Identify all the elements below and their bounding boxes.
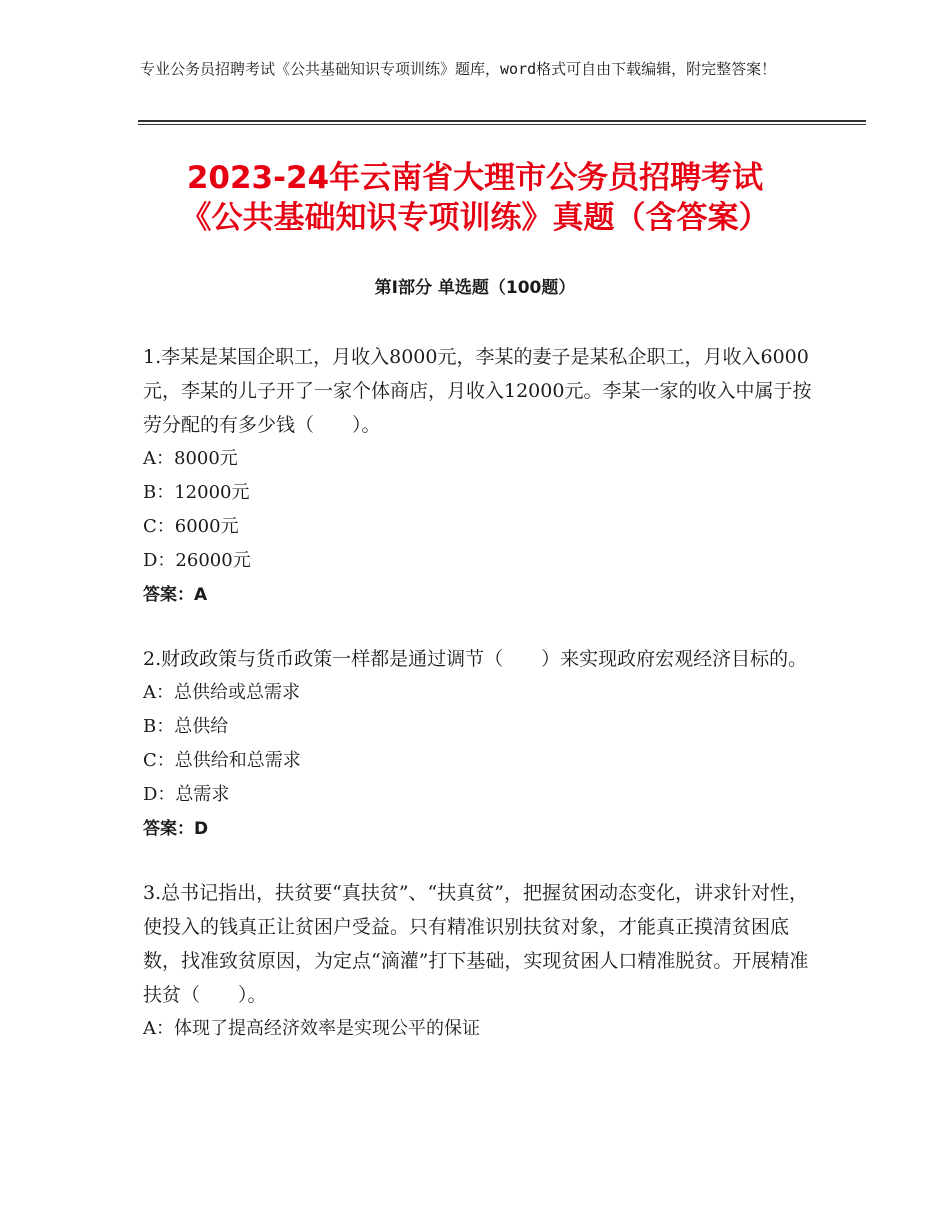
header-divider-thick <box>138 120 866 122</box>
document-title <box>100 158 850 238</box>
document-title-line2: 《公共基础知识专项训练》真题（含答案） <box>180 200 770 236</box>
header-note: 专业公务员招聘考试《公共基础知识专项训练》题库，word格式可自由下载编辑，附完整答案！ <box>140 60 777 78</box>
option-a: A：体现了提高经济效率是实现公平的保证 <box>143 1018 480 1039</box>
answer-label: 答案：A <box>143 585 208 605</box>
question-list <box>143 340 813 1076</box>
question-1 <box>143 340 813 612</box>
option-b: B：12000元 <box>143 482 250 503</box>
question-stem: 3.总书记指出，扶贫要“真扶贫”、“扶真贫”，把握贫困动态变化，讲求针对性，使投入的钱真正让贫困户受益。只有精准识别扶贫对象，才能真正摸清贫困底数，找准致贫原因，为定点“滴灌”打下基础，实现贫困人口精准脱贫。开展精准扶贫（ ）。 <box>143 882 809 1006</box>
option-c: C：6000元 <box>143 516 239 537</box>
option-d: D：总需求 <box>143 784 230 805</box>
option-c: C：总供给和总需求 <box>143 750 301 771</box>
question-3 <box>143 876 813 1046</box>
question-2 <box>143 642 813 846</box>
option-a: A：总供给或总需求 <box>143 682 300 703</box>
section-title: 第Ⅰ部分 单选题（100题） <box>374 278 576 298</box>
question-stem: 1.李某是某国企职工，月收入8000元，李某的妻子是某私企职工，月收入6000元，李某的儿子开了一家个体商店，月收入12000元。李某一家的收入中属于按劳分配的有多少钱（ ）。 <box>143 346 812 436</box>
header-divider-thin <box>138 124 866 125</box>
option-b: B：总供给 <box>143 716 229 737</box>
option-d: D：26000元 <box>143 550 251 571</box>
answer-label: 答案：D <box>143 819 209 839</box>
question-stem: 2.财政政策与货币政策一样都是通过调节（ ）来实现政府宏观经济目标的。 <box>143 648 808 670</box>
option-a: A：8000元 <box>143 448 238 469</box>
document-title-line1: 2023-24年云南省大理市公务员招聘考试 <box>186 160 764 196</box>
